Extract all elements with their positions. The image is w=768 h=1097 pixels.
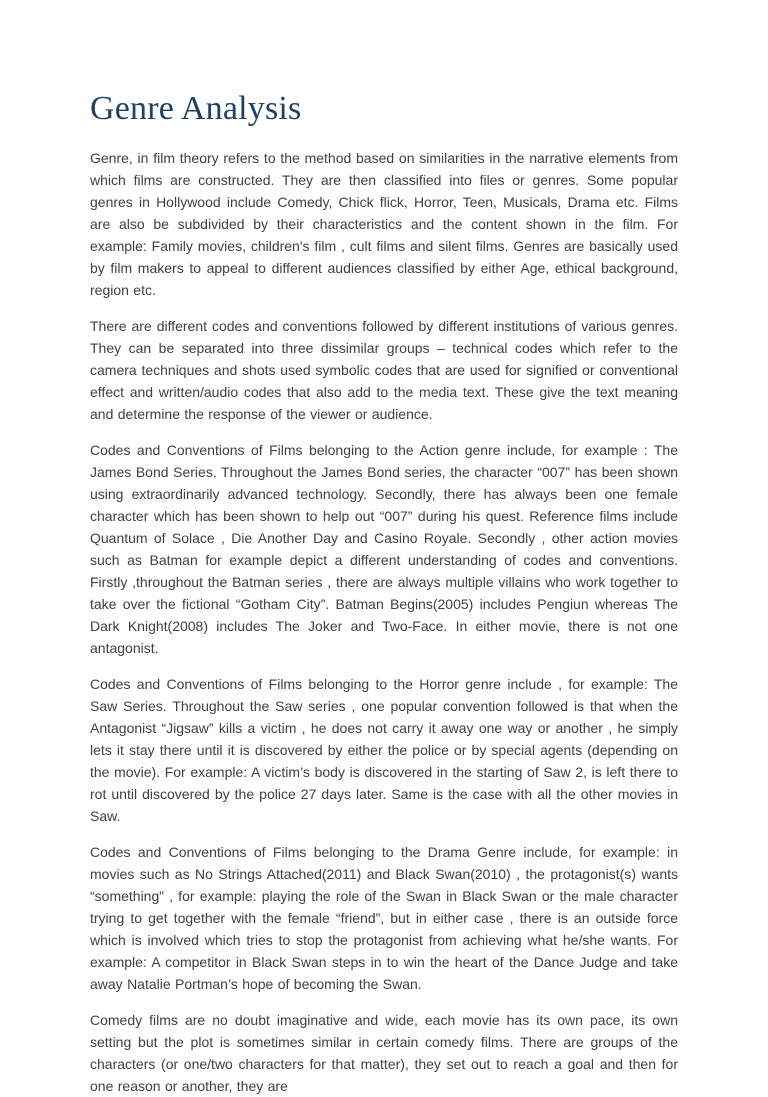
paragraph-comedy-genre: Comedy films are no doubt imaginative and wide, each movie has its own pace, its own setting but the plot is sometimes similar in certain comedy films. There are groups of the characters (or one/two characters for that matter), they set out to reach a goal and then for one reason or another, they are (90, 1012, 678, 1095)
document-title: Genre Analysis (90, 90, 302, 127)
paragraph-genre-intro: Genre, in film theory refers to the method based on similarities in the narrative elements from which films are constructed. They are then classified into files or genres. Some popular genres in Hollywood include Comedy, Chick flick, Horror, Teen, Musicals, Drama etc. Films are also be subdivided by their characteristics and the content shown in the film. For example: Family movies, children's film , cult films and silent films. Genres are basically used by film makers to appeal to different audiences classified by either Age, ethical background, region etc. (90, 150, 678, 299)
paragraph-action-genre: Codes and Conventions of Films belonging to the Action genre include, for example : The James Bond Series. Throughout the James Bond series, the character “007” has been shown using extraordinarily advanced technology. Secondly, there has always been one female character which has been shown to help out “007” during his quest. Reference films include Quantum of Solace , Die Another Day and Casino Royale. Secondly , other action movies such as Batman for example depict a different understanding of codes and conventions. Firstly ,throughout the Batman series , there are always multiple villains who work together to take over the fictional “Gotham City”. Batman Begins(2005) includes Pengiun whereas The Dark Knight(2008) includes The Joker and Two-Face. In either movie, there is not one antagonist. (90, 442, 678, 657)
paragraph-drama-genre: Codes and Conventions of Films belonging to the Drama Genre include, for example: in movies such as No Strings Attached(2011) and Black Swan(2010) , the protagonist(s) wants “something” , for example: playing the role of the Swan in Black Swan or the male character trying to get together with the female “friend”, but in either case , there is an outside force which is involved which tries to stop the protagonist from achieving what he/she wants. For example: A competitor in Black Swan steps in to win the heart of the Dance Judge and take away Natalie Portman’s hope of becoming the Swan. (90, 844, 678, 993)
paragraph-codes-conventions: There are different codes and conventions followed by different institutions of various genres. They can be separated into three dissimilar groups – technical codes which refer to the camera techniques and shots used symbolic codes that are used for signified or conventional effect and written/audio codes that also add to the media text. These give the text meaning and determine the response of the viewer or audience. (90, 318, 678, 423)
paragraph-horror-genre: Codes and Conventions of Films belonging to the Horror genre include , for example: The Saw Series. Throughout the Saw series , one popular convention followed is that when the Antagonist “Jigsaw” kills a victim , he does not carry it away one way or another , he simply lets it stay there until it is discovered by either the police or by special agents (depending on the movie). For example: A victim’s body is discovered in the starting of Saw 2, is left there to rot until discovered by the police 27 days later. Same is the case with all the other movies in Saw. (90, 676, 678, 825)
